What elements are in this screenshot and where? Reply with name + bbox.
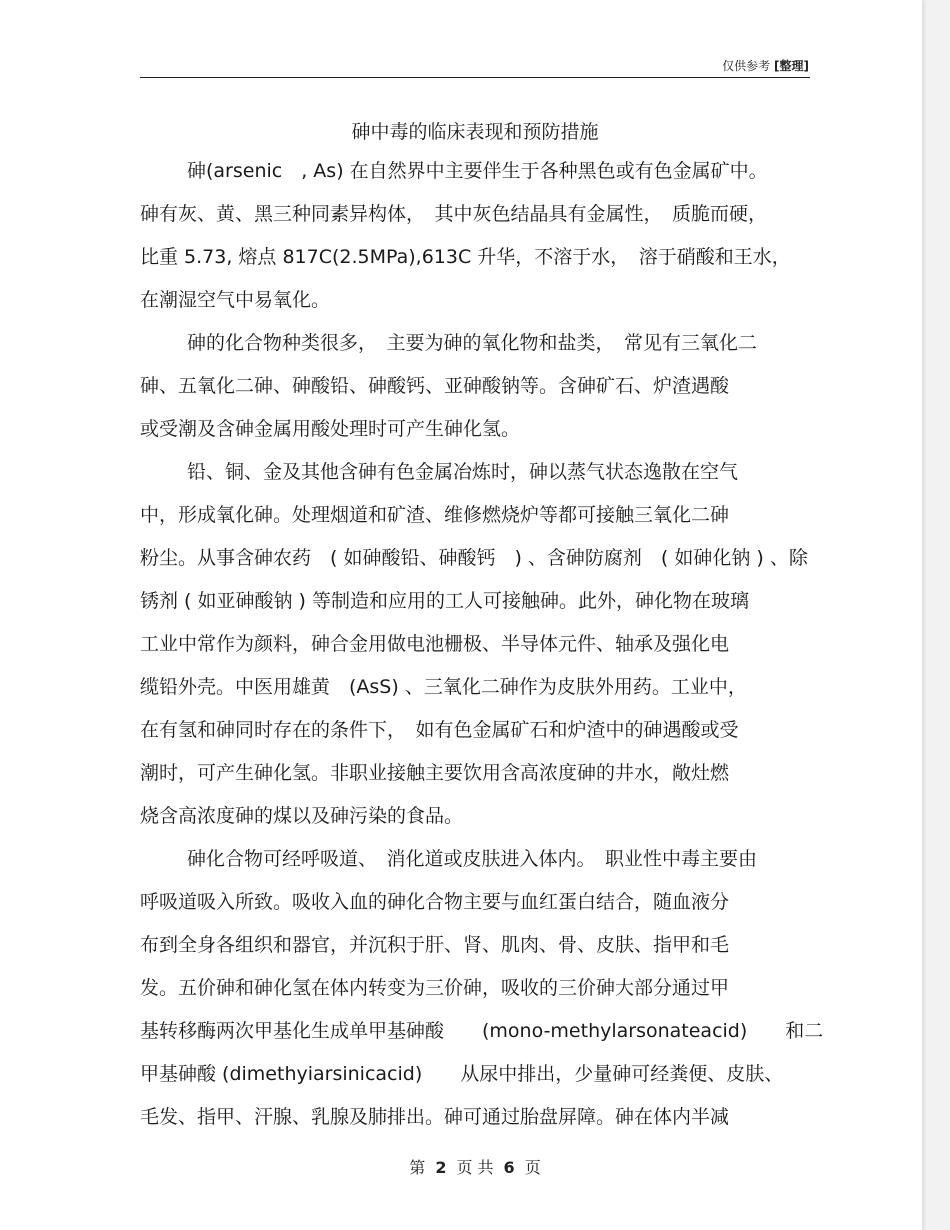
footer-suffix: 页 [524,1158,541,1177]
body-line: 毛发、指甲、汗腺、乳腺及肺排出。砷可通过胎盘屏障。砷在体内半减 [140,1106,730,1128]
body-line: 发。五价砷和砷化氢在体内转变为三价砷，吸收的三价砷大部分通过甲 [140,977,730,999]
body-line: 砷化合物可经呼吸道、 消化道或皮肤进入体内。 职业性中毒主要由 [187,848,758,870]
body-line: 潮时，可产生砷化氢。非职业接触主要饮用含高浓度砷的井水，敞灶燃 [140,762,730,784]
page-header [722,57,809,74]
body-line: 锈剂 ( 如亚砷酸钠 ) 等制造和应用的工人可接触砷。此外，砷化物在玻璃 [140,590,749,612]
page-footer [140,1155,810,1178]
body-line: 砷(arsenic , As) 在自然界中主要伴生于各种黑色或有色金属矿中。 [187,160,768,182]
body-line: 比重 5.73, 熔点 817C(2.5MPa),613C 升华，不溶于水， 溶于硝酸和王水， [140,246,791,268]
document-title: 砷中毒的临床表现和预防措施 [351,121,599,143]
body-line: 在潮湿空气中易氧化。 [140,289,331,311]
body-line: 布到全身各组织和器官，并沉积于肝、肾、肌肉、骨、皮肤、指甲和毛 [140,934,730,956]
body-line: 在有氢和砷同时存在的条件下， 如有色金属矿石和炉渣中的砷遇酸或受 [140,719,739,741]
body-line: 中，形成氧化砷。处理烟道和矿渣、维修燃烧炉等都可接触三氧化二砷 [140,504,730,526]
footer-middle: 页 共 [456,1158,494,1177]
header-tag: [整理] [774,59,809,73]
document-body [140,150,824,1139]
body-line: 砷的化合物种类很多， 主要为砷的氧化物和盐类， 常见有三氧化二 [187,332,758,354]
body-line: 粉尘。从事含砷农药 ( 如砷酸铅、砷酸钙 ) 、含砷防腐剂 ( 如砷化钠 ) 、除 [140,547,808,569]
body-line: 或受潮及含砷金属用酸处理时可产生砷化氢。 [140,418,521,440]
body-line: 工业中常作为颜料，砷合金用做电池栅极、半导体元件、轴承及强化电 [140,633,730,655]
header-rule [140,77,810,78]
body-line: 烧含高浓度砷的煤以及砷污染的食品。 [140,805,464,827]
body-line: 呼吸道吸入所致。吸收入血的砷化合物主要与血红蛋白结合，随血液分 [140,891,730,913]
body-line: 甲基砷酸 (dimethyiarsinicacid) 从尿中排出，少量砷可经粪便、皮肤、 [140,1063,784,1085]
body-line: 缆铅外壳。中医用雄黄 (AsS) 、三氧化二砷作为皮肤外用药。工业中， [140,676,747,698]
footer-current-page: 2 [435,1158,447,1177]
body-line: 基转移酶两次甲基化生成单甲基砷酸 (mono-methylarsonateacid) 和二 [140,1020,824,1042]
body-line: 砷、五氧化二砷、砷酸铅、砷酸钙、亚砷酸钠等。含砷矿石、炉渣遇酸 [140,375,730,397]
body-line: 砷有灰、黄、黑三种同素异构体， 其中灰色结晶具有金属性， 质脆而硬， [140,203,768,225]
header-label: 仅供参考 [722,59,771,73]
footer-prefix: 第 [409,1158,426,1177]
body-line: 铅、铜、金及其他含砷有色金属冶炼时，砷以蒸气状态逸散在空气 [187,461,739,483]
footer-total-pages: 6 [503,1158,515,1177]
